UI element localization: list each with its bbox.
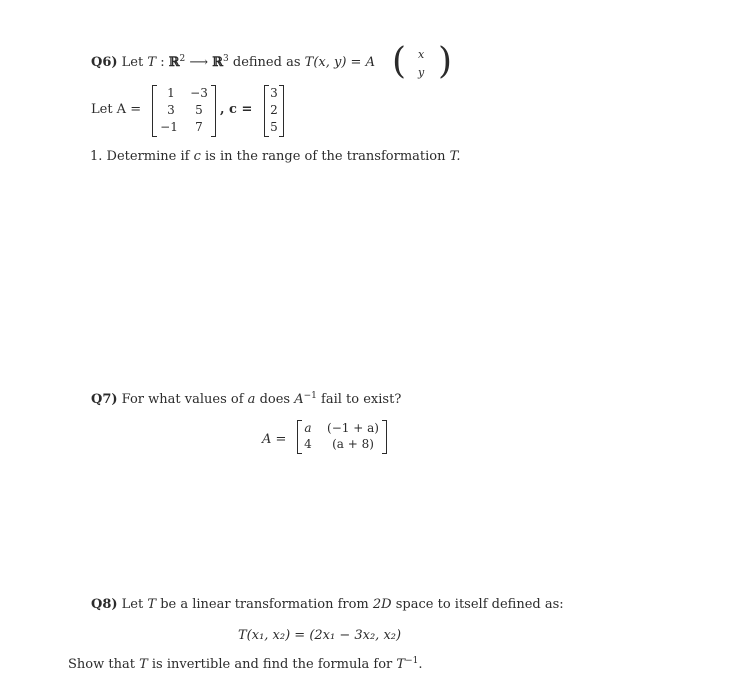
- q6-item1-text-a: Determine if: [106, 149, 190, 164]
- q6-vec-y: y: [418, 66, 425, 79]
- q8-period: .: [418, 657, 423, 672]
- q8-Tinv-exp: −1: [405, 656, 419, 666]
- q6-line: [91, 55, 375, 70]
- q6-domain-R: ℝ: [168, 55, 180, 70]
- q8-line: [91, 597, 564, 612]
- matrix-cell: 7: [195, 120, 203, 134]
- q7-line: [91, 392, 401, 407]
- q7-text-a: For what values of: [121, 392, 244, 407]
- q7-label: Q7): [91, 392, 118, 407]
- q8-show-line: [68, 657, 423, 672]
- q8-Tinv: T: [396, 657, 406, 672]
- vector-cell: 2: [270, 103, 278, 117]
- q6-domain-exp: 2: [179, 54, 186, 64]
- matrix-cell: (−1 + a): [327, 421, 379, 435]
- q6-vec-paren-left: (: [392, 41, 407, 82]
- q6-vec-x: x: [418, 48, 425, 61]
- q6-c-label: , c =: [220, 102, 253, 117]
- q7-text-b: does: [259, 392, 291, 407]
- matrix-cell: 4: [304, 437, 312, 451]
- q8-show-a: Show that: [68, 657, 135, 672]
- q6-item1-number: 1.: [90, 149, 103, 164]
- q6-let-A: Let A =: [91, 102, 142, 117]
- vector-cell: 5: [270, 120, 278, 134]
- q6-item1-text-b: is in the range of the transformation: [205, 149, 446, 164]
- q6-label: Q6): [91, 55, 118, 70]
- q6-codomain-exp: 3: [223, 54, 229, 64]
- q6-matrix-A: [152, 85, 216, 137]
- q6-Txy: T(x, y) = A: [304, 55, 375, 70]
- q8-label: Q8): [91, 597, 118, 612]
- matrix-bracket-left: [152, 85, 157, 137]
- q6-defined-as: defined as: [232, 55, 301, 70]
- q7-matrix-A: [297, 420, 387, 454]
- q8-T: T: [147, 597, 157, 612]
- q6-T: T: [147, 55, 157, 70]
- q6-arrow: ⟶: [189, 55, 209, 70]
- q8-2D: 2D: [372, 597, 392, 612]
- q7-a: a: [247, 392, 256, 407]
- q7-Ainv: A: [294, 392, 304, 407]
- q6-colon: :: [160, 55, 165, 70]
- matrix-cell: −1: [160, 120, 178, 134]
- q8-text-c: space to itself defined as:: [395, 597, 564, 612]
- q8-formula: T(x₁, x₂) = (2x₁ − 3x₂, x₂): [238, 628, 402, 643]
- q8-text-b: be a linear transformation from: [160, 597, 369, 612]
- matrix-cell: 1: [167, 86, 175, 100]
- q6-item1-c: c: [193, 149, 201, 164]
- matrix-cell: (a + 8): [332, 437, 374, 451]
- q6-vector-c: [264, 85, 284, 137]
- q6-codomain-R: ℝ: [212, 55, 223, 70]
- matrix-cell: 5: [195, 103, 203, 117]
- q7-text-c: fail to exist?: [321, 392, 402, 407]
- matrix-cell: 3: [167, 103, 175, 117]
- matrix-cell: −3: [190, 86, 208, 100]
- q8-text-a: Let: [121, 597, 144, 612]
- q7-A-eq: A =: [262, 432, 287, 447]
- q7-Ainv-exp: −1: [303, 391, 317, 401]
- q6-vec-paren-right: ): [438, 41, 453, 82]
- matrix-bracket-right: [211, 85, 216, 137]
- q8-show-b: is invertible and find the formula for: [151, 657, 393, 672]
- q6-comma-c: [220, 102, 252, 117]
- q6-let: Let: [121, 55, 144, 70]
- vector-cell: 3: [270, 86, 278, 100]
- q6-item1: [90, 149, 461, 164]
- matrix-cell: a: [304, 421, 312, 435]
- q8-show-T: T: [139, 657, 148, 672]
- q6-item1-T: T.: [449, 149, 461, 164]
